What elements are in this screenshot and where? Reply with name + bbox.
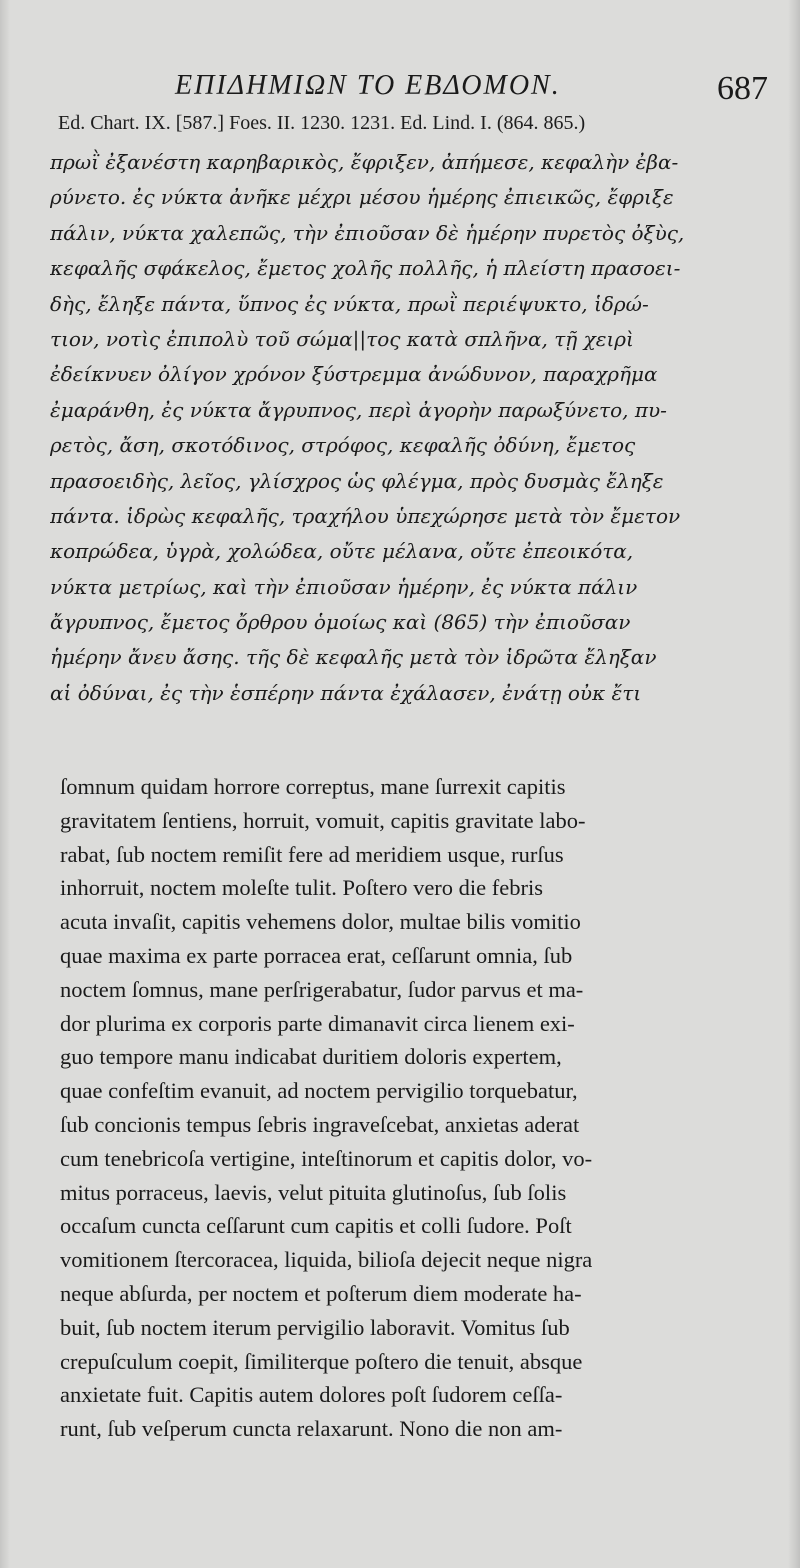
page-header: [60, 60, 776, 108]
latin-line: runt, ſub veſperum cuncta relaxarunt. Nono die non am-: [60, 1416, 563, 1442]
running-title: ΕΠΙΔΗΜΙΩΝ ΤΟ ΕΒΔΟΜΟΝ.: [175, 70, 561, 101]
greek-line: πρωῒ ἐξανέστη καρηβαρικὸς, ἔφριξεν, ἀπήμεσε, κεφαλὴν ἐβα-: [50, 150, 679, 174]
greek-line: κοπρώδεα, ὑγρὰ, χολώδεα, οὔτε μέλανα, οὔτε ἐπεοικότα,: [50, 539, 634, 564]
greek-line: ρύνετο. ἐς νύκτα ἀνῆκε μέχρι μέσου ἡμέρης ἐπιεικῶς, ἔφριξε: [50, 185, 674, 210]
latin-line: dor plurima ex corporis parte dimanavit circa lienem exi-: [60, 1010, 575, 1036]
edition-reference-line: Ed. Chart. IX. [587.] Foes. II. 1230. 1231. Ed. Lind. I. (864. 865.): [58, 112, 586, 134]
page-number: 687: [717, 70, 768, 107]
latin-line: rabat, ſub noctem remiſit fere ad meridiem usque, rurſus: [60, 841, 564, 867]
latin-line: inhorruit, noctem moleſte tulit. Poſtero vero die febris: [60, 875, 544, 901]
greek-line: πάλιν, νύκτα χαλεπῶς, τὴν ἐπιοῦσαν δὲ ἡμέρην πυρετὸς ὀξὺς,: [50, 220, 685, 245]
left-page-shadow: [0, 0, 10, 1568]
latin-line: cum tenebricoſa vertigine, inteſtinorum et capitis dolor, vo-: [60, 1145, 593, 1171]
greek-line: κεφαλῆς σφάκελος, ἔμετος χολῆς πολλῆς, ἡ πλείστη πρασοει-: [50, 256, 681, 281]
latin-line: neque abſurda, per noctem et poſterum diem moderate ha-: [60, 1280, 582, 1306]
greek-line: ἐμαράνθη, ἐς νύκτα ἄγρυπνος, περὶ ἀγορὴν παρωξύνετο, πυ-: [50, 397, 667, 422]
latin-line: acuta invaſit, capitis vehemens dolor, multae bilis vomitio: [60, 909, 581, 935]
latin-line: buit, ſub noctem iterum pervigilio laboravit. Vomitus ſub: [60, 1314, 570, 1340]
greek-line: ρετὸς, ἄση, σκοτόδινος, στρόφος, κεφαλῆς ὀδύνη, ἔμετος: [50, 433, 636, 458]
latin-line: gravitatem ſentiens, horruit, vomuit, capitis gravitate labo-: [60, 807, 586, 833]
greek-line: ἡμέρην ἄνευ ἄσης. τῆς δὲ κεφαλῆς μετὰ τὸν ἱδρῶτα ἔληξαν: [50, 645, 657, 670]
greek-text-block: [50, 145, 780, 711]
latin-line: ſub concionis tempus ſebris ingraveſcebat, anxietas aderat: [60, 1111, 580, 1137]
latin-line: noctem ſomnus, mane perſrigerabatur, ſudor parvus et ma-: [60, 976, 584, 1002]
greek-line: πάντα. ἱδρὼς κεφαλῆς, τραχήλου ὑπεχώρησε μετὰ τὸν ἔμετον: [50, 503, 681, 528]
latin-line: crepuſculum coepit, ſimiliterque poſtero die tenuit, absque: [60, 1348, 583, 1374]
greek-line: ἐδείκνυεν ὀλίγον χρόνον ξύστρεμμα ἀνώδυνον, παραχρῆμα: [50, 362, 658, 387]
greek-line: πρασοειδὴς, λεῖος, γλίσχρος ὡς φλέγμα, πρὸς δυσμὰς ἔληξε: [50, 468, 664, 493]
greek-line: τιον, νοτὶς ἐπιπολὺ τοῦ σώμα||τος κατὰ σπλῆνα, τῇ χειρὶ: [50, 326, 634, 351]
latin-line: ſomnum quidam horrore correptus, mane ſurrexit capitis: [60, 774, 566, 799]
latin-line: anxietate fuit. Capitis autem dolores poſt ſudorem ceſſa-: [60, 1382, 563, 1408]
latin-line: vomitionem ſtercoracea, liquida, bilioſa dejecit neque nigra: [60, 1247, 593, 1273]
latin-line: quae confeſtim evanuit, ad noctem pervigilio torquebatur,: [60, 1078, 578, 1104]
greek-line: νύκτα μετρίως, καὶ τὴν ἐπιοῦσαν ἡμέρην, ἐς νύκτα πάλιν: [50, 574, 638, 599]
latin-line: mitus porraceus, laevis, velut pituita glutinoſus, ſub ſolis: [60, 1179, 567, 1205]
latin-text-block: [60, 770, 780, 1446]
latin-line: guo tempore manu indicabat duritiem doloris expertem,: [60, 1044, 562, 1070]
latin-line: occaſum cuncta ceſſarunt cum capitis et colli ſudore. Poſt: [60, 1213, 572, 1239]
greek-line: ἄγρυπνος, ἔμετος ὄρθρου ὁμοίως καὶ (865) τὴν ἐπιοῦσαν: [50, 610, 631, 635]
greek-line: αἱ ὀδύναι, ἐς τὴν ἑσπέρην πάντα ἐχάλασεν, ἐνάτῃ οὐκ ἔτι: [50, 680, 642, 705]
greek-line: δὴς, ἔληξε πάντα, ὕπνος ἐς νύκτα, πρωῒ περιέψυκτο, ἱδρώ-: [50, 291, 649, 316]
right-page-shadow: [788, 0, 800, 1568]
latin-line: quae maxima ex parte porracea erat, ceſſarunt omnia, ſub: [60, 942, 573, 968]
